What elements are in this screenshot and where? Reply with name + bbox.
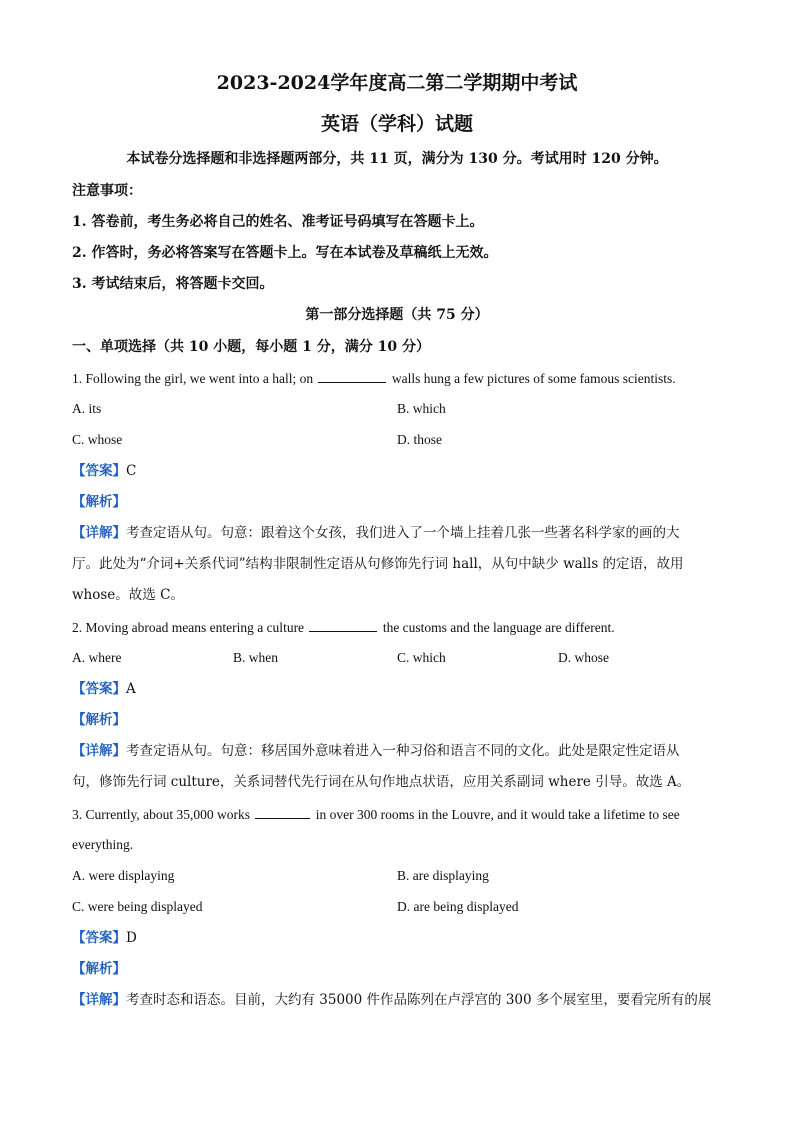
- option-a: A. where: [72, 650, 122, 665]
- page-subtitle: 英语（学科）试题: [320, 113, 473, 135]
- detail-text: 考查定语从句。句意：跟着这个女孩，我们进入了一个墙上挂着几张一些著名科学家的画的大: [126, 525, 680, 541]
- option-b: B. are displaying: [397, 868, 489, 883]
- option-d: D. are being displayed: [397, 899, 519, 914]
- detail-text: whose。故选 C。: [72, 587, 184, 603]
- question-2-stem: [72, 618, 615, 637]
- option-c: C. whose: [72, 432, 123, 447]
- exam-intro: 本试卷分选择题和非选择题两部分，共 11 页，满分为 130 分。考试用时 120 分钟。: [126, 151, 668, 167]
- analysis-label: 【解析】: [72, 712, 126, 728]
- analysis-line: [72, 711, 126, 729]
- answer-value: D: [126, 930, 137, 946]
- detail-text: 考查定语从句。句意：移居国外意味着进入一种习俗和语言不同的文化。此处是限定性定语从: [126, 743, 680, 759]
- answer-label: 【答案】: [72, 930, 126, 946]
- option-b: B. which: [397, 401, 446, 416]
- option-d: D. whose: [558, 650, 609, 665]
- section-heading: 一、单项选择（共 10 小题，每小题 1 分，满分 10 分）: [72, 339, 430, 355]
- stem-before: 1. Following the girl, we went into a hall; on: [72, 371, 314, 386]
- option-c: C. which: [397, 650, 446, 665]
- answer-blank: [255, 805, 310, 819]
- notes-heading: 注意事项：: [72, 183, 142, 199]
- stem-after: walls hung a few pictures of some famous scientists.: [391, 371, 676, 386]
- option-b: B. when: [233, 650, 278, 665]
- stem-before: 3. Currently, about 35,000 works: [72, 807, 250, 822]
- analysis-line: [72, 493, 126, 511]
- answer-value: A: [126, 681, 136, 697]
- detail-text: 考查时态和语态。目前，大约有 35000 件作品陈列在卢浮宫的 300 多个展室里，要看完所有的展: [126, 992, 712, 1008]
- stem-continued: everything.: [72, 837, 134, 852]
- detail-label: 【详解】: [72, 525, 126, 541]
- answer-line: [72, 929, 137, 947]
- detail-line: [72, 524, 680, 542]
- stem-before: 2. Moving abroad means entering a culture: [72, 620, 305, 635]
- part-heading: 第一部分选择题（共 75 分）: [305, 307, 489, 323]
- question-1-stem: [72, 369, 676, 388]
- answer-line: [72, 462, 136, 480]
- note-item: 2. 作答时，务必将答案写在答题卡上。写在本试卷及草稿纸上无效。: [72, 245, 498, 261]
- answer-blank: [309, 618, 377, 632]
- answer-line: [72, 680, 136, 698]
- detail-line: [72, 991, 711, 1009]
- detail-line: [72, 742, 680, 760]
- analysis-line: [72, 960, 126, 978]
- option-a: A. its: [72, 401, 102, 416]
- answer-value: C: [126, 463, 137, 479]
- note-item: 3. 考试结束后，将答题卡交回。: [72, 276, 274, 292]
- note-item: 1. 答卷前，考生务必将自己的姓名、准考证号码填写在答题卡上。: [72, 214, 484, 230]
- detail-text: 厅。此处为“介词+关系代词”结构非限制性定语从句修饰先行词 hall，从句中缺少 walls 的定语，故用: [72, 556, 684, 572]
- stem-after: the customs and the language are different.: [382, 620, 615, 635]
- stem-after: in over 300 rooms in the Louvre, and it would take a lifetime to see: [315, 807, 680, 822]
- answer-blank: [318, 369, 386, 383]
- analysis-label: 【解析】: [72, 494, 126, 510]
- detail-label: 【详解】: [72, 743, 126, 759]
- answer-label: 【答案】: [72, 463, 126, 479]
- question-3-stem: [72, 805, 680, 824]
- option-c: C. were being displayed: [72, 899, 203, 914]
- option-d: D. those: [397, 432, 442, 447]
- option-a: A. were displaying: [72, 868, 175, 883]
- analysis-label: 【解析】: [72, 961, 126, 977]
- detail-label: 【详解】: [72, 992, 126, 1008]
- answer-label: 【答案】: [72, 681, 126, 697]
- detail-text: 句，修饰先行词 culture，关系词替代先行词在从句作地点状语，应用关系副词 where 引导。故选 A。: [72, 774, 691, 790]
- page-title: 2023-2024学年度高二第二学期期中考试: [216, 72, 578, 94]
